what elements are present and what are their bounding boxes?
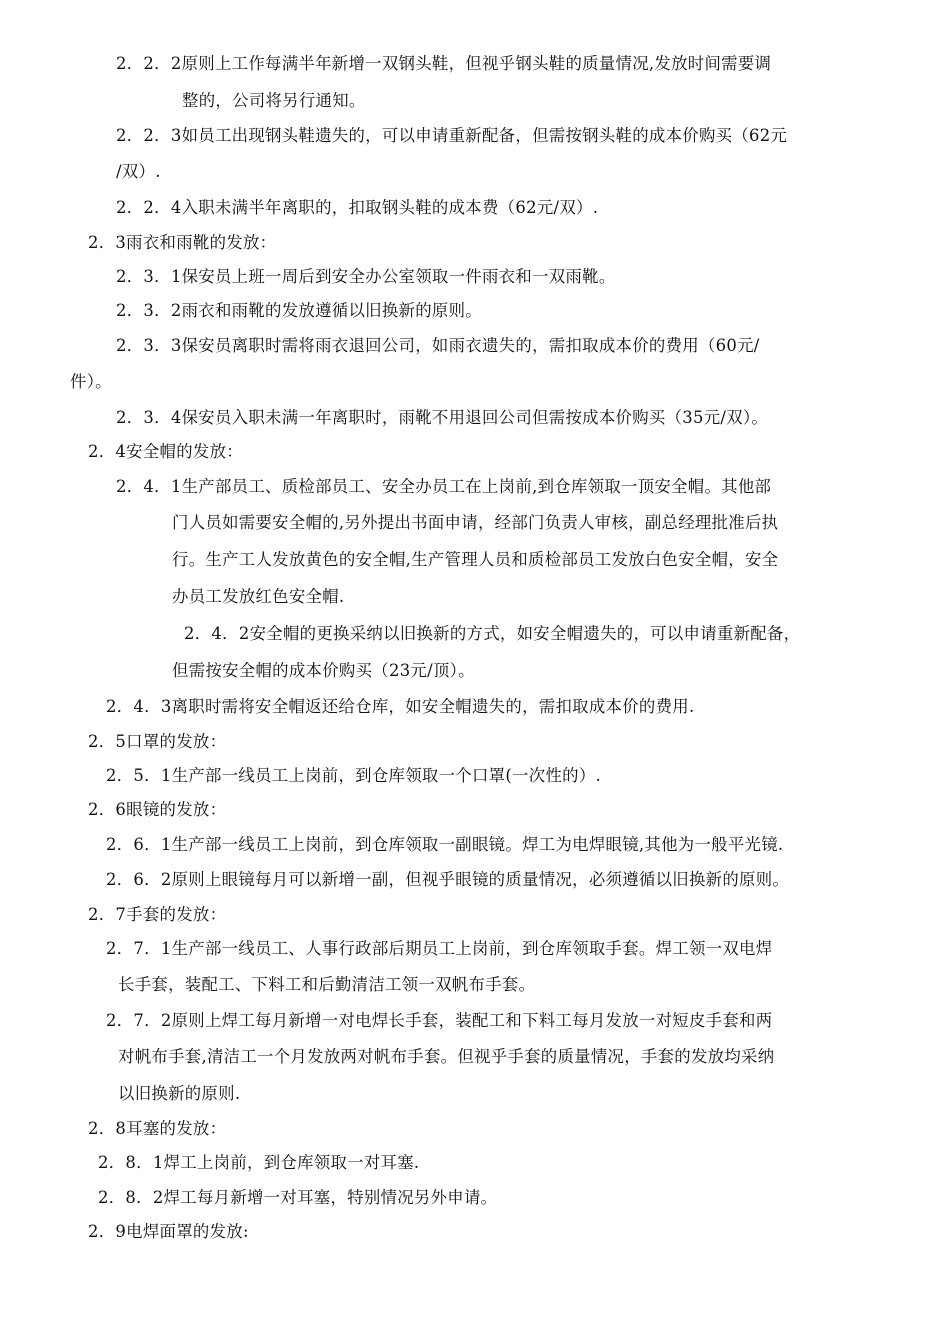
clause-2-4-2-line-1: 2．4．2安全帽的更换采纳以旧换新的方式，如安全帽遗失的，可以申请重新配备， xyxy=(184,624,801,643)
clause-2-4-1-line-4: 办员工发放红色安全帽. xyxy=(172,587,345,606)
clause-2-7-2-line-3: 以旧换新的原则. xyxy=(118,1084,241,1103)
clause-2-7-2-line-1: 2．7．2原则上焊工每月新增一对电焊长手套，装配工和下料工每月发放一对短皮手套和两 xyxy=(106,1011,773,1030)
clause-2-8-1: 2．8．1焊工上岗前，到仓库领取一对耳塞. xyxy=(98,1153,420,1172)
heading-2-7: 2．7手套的发放： xyxy=(88,905,227,924)
clause-2-4-1-line-1: 2．4．1生产部员工、质检部员工、安全办员工在上岗前,到仓库领取一顶安全帽。其他部 xyxy=(116,477,772,496)
heading-2-4: 2．4安全帽的发放： xyxy=(88,442,243,461)
heading-2-8: 2．8耳塞的发放： xyxy=(88,1119,227,1138)
clause-2-3-4: 2．3．4保安员入职未满一年离职时，雨靴不用退回公司但需按成本价购买（35元/双）。 xyxy=(116,408,769,427)
clause-2-6-2: 2．6．2原则上眼镜每月可以新增一副，但视乎眼镜的质量情况，必须遵循以旧换新的原则。 xyxy=(106,870,790,889)
heading-2-5: 2．5口罩的发放： xyxy=(88,732,227,751)
clause-2-3-3-line-1: 2．3．3保安员离职时需将雨衣退回公司，如雨衣遗失的，需扣取成本价的费用（60元/ xyxy=(116,336,760,355)
clause-2-4-1-line-2: 门人员如需要安全帽的,另外提出书面申请，经部门负责人审核，副总经理批准后执 xyxy=(172,513,779,532)
clause-2-3-2: 2．3．2雨衣和雨靴的发放遵循以旧换新的原则。 xyxy=(116,301,482,320)
clause-2-7-1-line-2: 长手套，装配工、下料工和后勤清洁工领一双帆布手套。 xyxy=(118,975,536,994)
heading-2-3: 2．3雨衣和雨靴的发放： xyxy=(88,233,277,252)
clause-2-2-2-line-2: 整的，公司将另行通知。 xyxy=(182,91,366,110)
clause-2-7-2-line-2: 对帆布手套,清洁工一个月发放两对帆布手套。但视乎手套的质量情况，手套的发放均采纳 xyxy=(118,1047,775,1066)
clause-2-4-2-line-2: 但需按安全帽的成本价购买（23元/顶）。 xyxy=(172,661,475,680)
clause-2-2-4: 2．2．4入职未满半年离职的，扣取钢头鞋的成本费（62元/双）. xyxy=(116,198,599,217)
clause-2-3-3-line-2: 件）。 xyxy=(70,372,112,391)
clause-2-2-2-line-1: 2．2．2原则上工作每满半年新增一双钢头鞋，但视乎钢头鞋的质量情况,发放时间需要调 xyxy=(116,54,772,73)
clause-2-8-2: 2．8．2焊工每月新增一对耳塞，特别情况另外申请。 xyxy=(98,1188,498,1207)
clause-2-6-1: 2．6．1生产部一线员工上岗前，到仓库领取一副眼镜。焊工为电焊眼镜,其他为一般平光镜. xyxy=(106,835,784,854)
clause-2-2-3-line-1: 2．2．3如员工出现钢头鞋遗失的，可以申请重新配备，但需按钢头鞋的成本价购买（62元 xyxy=(116,126,788,145)
clause-2-7-1-line-1: 2．7．1生产部一线员工、人事行政部后期员工上岗前，到仓库领取手套。焊工领一双电焊 xyxy=(106,939,773,958)
clause-2-5-1: 2．5．1生产部一线员工上岗前，到仓库领取一个口罩(一次性的）. xyxy=(106,766,602,785)
clause-2-4-1-line-3: 行。生产工人发放黄色的安全帽,生产管理人员和质检部员工发放白色安全帽，安全 xyxy=(172,550,779,569)
clause-2-4-3: 2．4．3离职时需将安全帽返还给仓库，如安全帽遗失的，需扣取成本价的费用. xyxy=(106,697,695,716)
heading-2-9: 2．9电焊面罩的发放: xyxy=(88,1222,249,1241)
heading-2-6: 2．6眼镜的发放： xyxy=(88,800,227,819)
clause-2-2-3-line-2: /双）. xyxy=(116,162,161,181)
clause-2-3-1: 2．3．1保安员上班一周后到安全办公室领取一件雨衣和一双雨靴。 xyxy=(116,267,616,286)
